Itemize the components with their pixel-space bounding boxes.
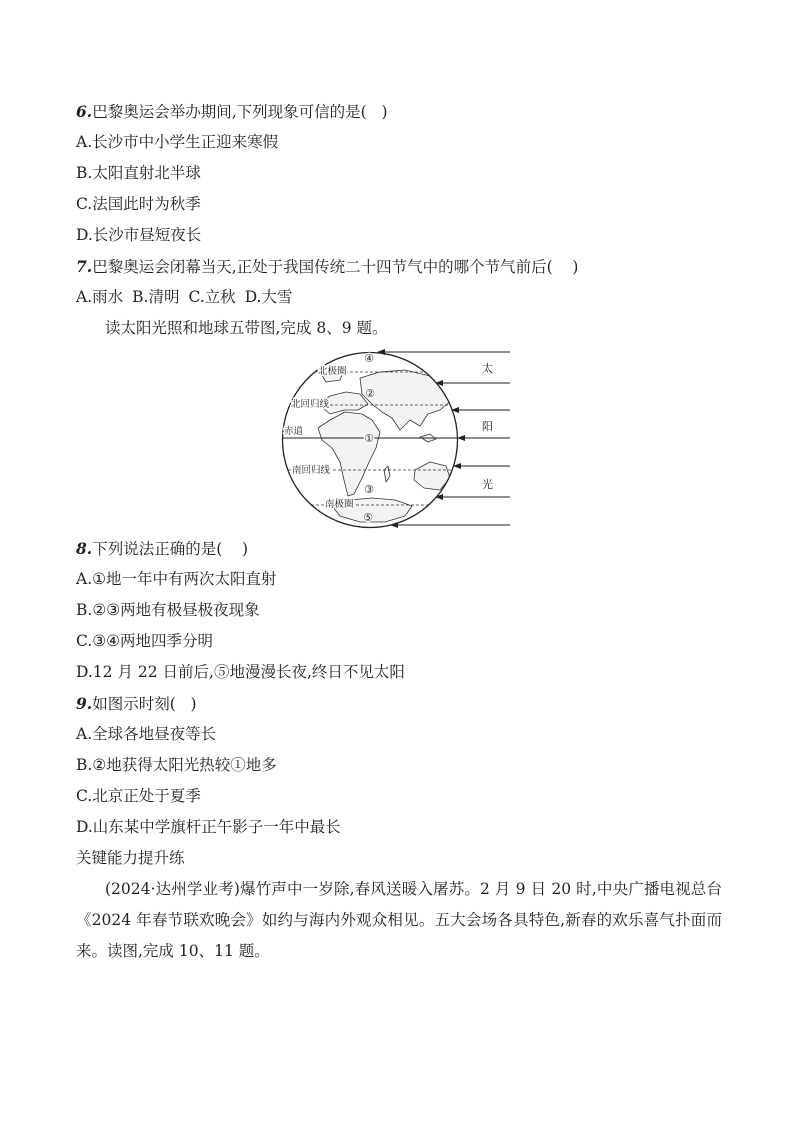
question-9-option-a: A.全球各地昼夜等长	[76, 724, 217, 743]
zone-number-4: ④	[364, 351, 374, 365]
question-9-stem	[76, 688, 736, 719]
exam-content	[76, 96, 736, 967]
madagascar-shape	[384, 466, 390, 482]
tropic-of-capricorn-label: 南回归线	[292, 464, 331, 476]
passage-line-1: (2024·达州学业考)爆竹声中一岁除,春风送暖入屠苏。2 月 9 日 20 时,中央广播电视总台	[105, 879, 722, 898]
question-9-option-b: B.②地获得太阳光热较①地多	[76, 755, 277, 774]
question-number: 7.	[76, 256, 93, 276]
antarctic-circle-label: 南极圈	[325, 498, 354, 510]
question-8-option-b: B.②③两地有极昼极夜现象	[76, 600, 260, 619]
question-6-option-b: B.太阳直射北半球	[76, 163, 201, 182]
tropic-of-cancer-label: 北回归线	[291, 398, 330, 410]
question-8-option-d: D.12 月 22 日前后,⑤地漫漫长夜,终日不见太阳	[76, 662, 405, 681]
question-number: 8.	[76, 538, 93, 558]
question-7-options	[76, 282, 736, 313]
arctic-circle-label: 北极圈	[318, 365, 347, 377]
question-stem-text: 巴黎奥运会举办期间,下列现象可信的是( )	[92, 102, 388, 121]
question-7-stem	[76, 251, 736, 282]
equator-label: 赤道	[284, 425, 304, 437]
asia-shape	[360, 370, 452, 430]
question-7-option-a: A.雨水	[76, 287, 124, 306]
question-6-option-d: D.长沙市昼短夜长	[76, 225, 202, 244]
sunlight-label-char: 光	[482, 477, 493, 491]
question-stem-text: 下列说法正确的是( )	[92, 539, 248, 558]
question-stem-text: 巴黎奥运会闭幕当天,正处于我国传统二十四节气中的哪个节气前后( )	[92, 257, 579, 276]
question-8-stem	[76, 533, 736, 564]
question-number: 6.	[76, 101, 93, 121]
passage-line-3: 来。读图,完成 10、11 题。	[76, 941, 270, 960]
question-7-option-b: B.清明	[132, 287, 180, 306]
question-6-option-a: A.长沙市中小学生正迎来寒假	[76, 132, 279, 151]
sunlight-five-zones-figure	[76, 344, 736, 533]
question-6-stem	[76, 96, 736, 127]
question-9-option-d: D.山东某中学旗杆正午影子一年中最长	[76, 817, 341, 836]
section-title: 关键能力提升练	[76, 848, 185, 867]
question-9-option-c: C.北京正处于夏季	[76, 786, 201, 805]
zone-number-5: ⑤	[363, 510, 373, 524]
sunlight-label-char: 阳	[482, 419, 493, 433]
figure-intro: 读太阳光照和地球五带图,完成 8、9 题。	[105, 318, 388, 337]
passage-line-2: 《2024 年春节联欢晚会》如约与海内外观众相见。五大会场各具特色,新春的欢乐喜气扑面而	[76, 910, 722, 929]
question-7-option-c: C.立秋	[188, 287, 236, 306]
question-stem-text: 如图示时刻( )	[92, 694, 197, 713]
question-8-option-a: A.①地一年中有两次太阳直射	[76, 569, 277, 588]
question-7-option-d: D.大雪	[244, 287, 293, 306]
globe-illustration	[270, 345, 520, 535]
zone-number-2: ②	[365, 386, 375, 400]
question-6-option-c: C.法国此时为秋季	[76, 194, 201, 213]
zone-number-3: ③	[364, 482, 374, 496]
zone-number-1: ①	[364, 431, 374, 445]
question-number: 9.	[76, 693, 93, 713]
sunlight-label-char: 太	[482, 361, 493, 375]
question-8-option-c: C.③④两地四季分明	[76, 631, 214, 650]
